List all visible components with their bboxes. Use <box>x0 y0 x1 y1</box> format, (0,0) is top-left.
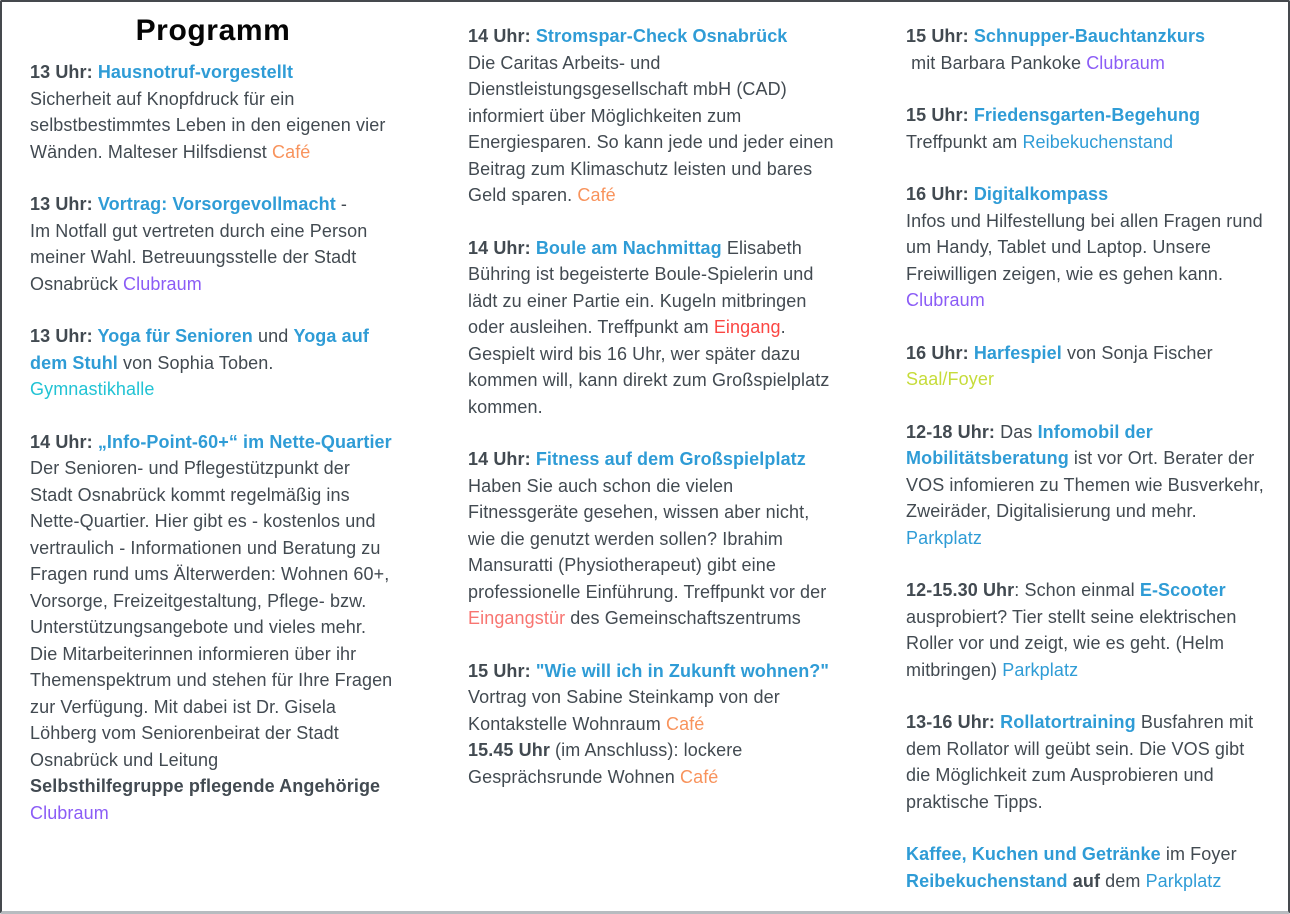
location-label: Clubraum <box>123 273 202 294</box>
location-label: Clubraum <box>1086 52 1166 73</box>
event-title: Rollatortraining <box>1000 712 1136 732</box>
event-text: Vortrag von Sabine Steinkamp von der Kontakstelle Wohnraum <box>468 687 780 734</box>
location-label: Parkplatz <box>1145 870 1222 891</box>
event-title: Reibekuchenstand <box>906 870 1068 891</box>
event-text: von Sophia Toben. <box>117 352 274 373</box>
event-text: von Sonja Fischer <box>1061 342 1213 363</box>
event-title: Stromspar-Check Osnabrück <box>535 26 788 46</box>
location-label: Café <box>680 766 719 787</box>
event-text: - <box>335 194 348 214</box>
event-title: Vortrag: Vorsorgevollmacht <box>97 194 336 214</box>
event-title: Yoga für Senioren <box>97 326 253 346</box>
event-title: E-Scooter <box>1139 580 1226 600</box>
location-label: Gymnastikhalle <box>30 379 155 399</box>
event-title: Yoga auf dem Stuhl <box>30 326 369 373</box>
event-title: Boule am Nachmittag <box>535 237 722 258</box>
location-label: Saal/Foyer <box>906 369 995 389</box>
event-time: 13 Uhr: <box>30 194 98 214</box>
location-label: Clubraum <box>906 290 985 310</box>
location-label: Eingangstür <box>468 608 566 628</box>
event-time: 15.45 Uhr <box>468 740 550 760</box>
event-time: 12-18 Uhr: <box>906 421 1001 442</box>
location-label: Eingang <box>713 317 781 337</box>
program-entry <box>906 340 1272 393</box>
program-entry <box>468 446 834 632</box>
event-text: Treffpunkt am <box>906 131 1023 152</box>
event-text: und <box>252 326 294 346</box>
event-time: 13-16 Uhr: <box>906 712 1001 732</box>
event-text: ausprobiert? Tier stellt seine elektrischen Roller vor und zeigt, wie es geht. (Helm mitbringen) <box>906 606 1237 680</box>
event-time: 12-15.30 Uhr <box>906 580 1015 600</box>
program-entry <box>468 235 834 421</box>
event-text: Sicherheit auf Knopfdruck für ein selbstbestimmtes Leben in den eigenen vier Wänden. Malteser Hilfsdienst <box>30 88 386 162</box>
program-entry <box>906 709 1272 815</box>
program-entry <box>30 323 396 403</box>
event-time: 15 Uhr: <box>468 660 536 681</box>
program-entry <box>906 577 1272 683</box>
program-entry <box>468 658 834 791</box>
event-time: 14 Uhr: <box>468 449 536 469</box>
event-time: 13 Uhr: <box>30 326 98 346</box>
event-title: Hausnotruf-vorgestellt <box>97 62 294 82</box>
program-column-3 <box>906 14 1272 911</box>
program-column-1 <box>30 14 396 911</box>
event-time: 16 Uhr: <box>906 342 974 363</box>
event-time: 14 Uhr: <box>468 237 536 258</box>
program-entry <box>30 59 396 165</box>
event-text: . Gespielt wird bis 16 Uhr, wer später dazu kommen will, kann direkt zum Großspielplatz kommen. <box>468 317 830 417</box>
event-text: Selbsthilfegruppe pflegende Angehörige <box>30 776 381 796</box>
event-text: Haben Sie auch schon die vielen Fitnessgeräte gesehen, wissen aber nicht, wie die genutzt werden sollen? Ibrahim Mansuratti (Physiotherapeut) gibt eine professionelle Einführung. Treffpunkt vor der <box>468 475 827 602</box>
location-label: Café <box>665 713 705 734</box>
location-label: Café <box>577 185 616 205</box>
event-text: im Foyer <box>1160 844 1237 864</box>
event-text: auf <box>1067 870 1106 891</box>
event-text: : Schon einmal <box>1014 580 1140 600</box>
event-title: Infomobil der Mobilitätsberatung <box>906 421 1153 468</box>
program-entry <box>906 102 1272 155</box>
program-entry <box>30 429 396 827</box>
event-text: Busfahren mit dem Rollator will geübt sein. Die VOS gibt die Möglichkeit zum Ausprobieren und praktische Tipps. <box>906 712 1254 812</box>
event-text: Im Notfall gut vertreten durch eine Person meiner Wahl. Betreuungsstelle der Stadt Osnabrück <box>30 220 368 294</box>
event-text: dem <box>1105 870 1146 891</box>
event-text: des Gemeinschaftszentrums <box>565 608 801 628</box>
location-label: Café <box>272 141 311 162</box>
event-text: ist vor Ort. Berater der VOS infomieren zu Themen wie Busverkehr, Zweiräder, Digitalisierung und mehr. <box>906 448 1264 521</box>
event-time: 14 Uhr: <box>30 431 98 452</box>
event-title: "Wie will ich in Zukunft wohnen?" <box>535 660 830 681</box>
event-text: Elisabeth Bühring ist begeisterte Boule-Spielerin und lädt zu einer Partie ein. Kugeln mitbringen oder ausleihen. Treffpunkt am <box>468 237 814 337</box>
location-label: Parkplatz <box>1002 659 1079 680</box>
event-text: Infos und Hilfestellung bei allen Fragen rund um Handy, Tablet und Laptop. Unsere Freiwilligen zeigen, wie es gehen kann. <box>906 210 1263 284</box>
program-entry <box>468 23 834 209</box>
event-time: 15 Uhr: <box>906 26 974 46</box>
event-time: 16 Uhr: <box>906 184 974 204</box>
event-title: Friedensgarten-Begehung <box>973 105 1201 125</box>
event-title: Schnupper-Bauchtanzkurs <box>973 26 1206 46</box>
event-time: 14 Uhr: <box>468 26 536 46</box>
event-title: Fitness auf dem Großspielplatz <box>535 449 806 469</box>
event-title: Kaffee, Kuchen und Getränke <box>906 844 1161 864</box>
program-entry <box>906 181 1272 314</box>
location-label: Clubraum <box>30 802 109 823</box>
event-text: mit Barbara Pankoke <box>906 52 1087 73</box>
program-entry <box>906 23 1272 76</box>
event-text: (im Anschluss): lockere Gesprächsrunde Wohnen <box>468 740 743 787</box>
program-column-2 <box>468 14 834 911</box>
event-text: Die Caritas Arbeits- und Dienstleistungsgesellschaft mbH (CAD) informiert über Möglichkeiten zum Energiesparen. So kann jede und jeder einen Beitrag zum Klimaschutz leisten und bares Geld sparen. <box>468 52 834 205</box>
event-text: Das <box>1000 421 1038 442</box>
event-time: 13 Uhr: <box>30 62 98 82</box>
event-title: Harfespiel <box>973 342 1062 363</box>
program-entry <box>906 419 1272 552</box>
program-entry <box>906 841 1272 894</box>
event-time: 15 Uhr: <box>906 105 974 125</box>
location-label: Reibekuchenstand <box>1022 131 1174 152</box>
event-title: Digitalkompass <box>973 184 1109 204</box>
event-text: Der Senioren- und Pflegestützpunkt der Stadt Osnabrück kommt regelmäßig ins Nette-Quartier. Hier gibt es - kostenlos und vertraulich - Informationen und Beratung zu Fragen rund ums Älterwerden: Wohnen 60+, Vorsorge, Freizeitgestaltung, Pflege- bzw. Unterstützungsangebote und vieles mehr. Die Mitarbeiterinnen informieren über ihr Themenspektrum und stehen für Ihre Fragen zur Verfügung. Mit dabei ist Dr. Gisela Löhberg vom Seniorenbeirat der Stadt Osnabrück und Leitung <box>30 458 393 770</box>
program-entry <box>30 191 396 297</box>
location-label: Parkplatz <box>906 527 982 548</box>
event-title: „Info-Point-60+“ im Nette-Quartier <box>97 431 392 452</box>
page-title: Programm <box>135 14 291 47</box>
